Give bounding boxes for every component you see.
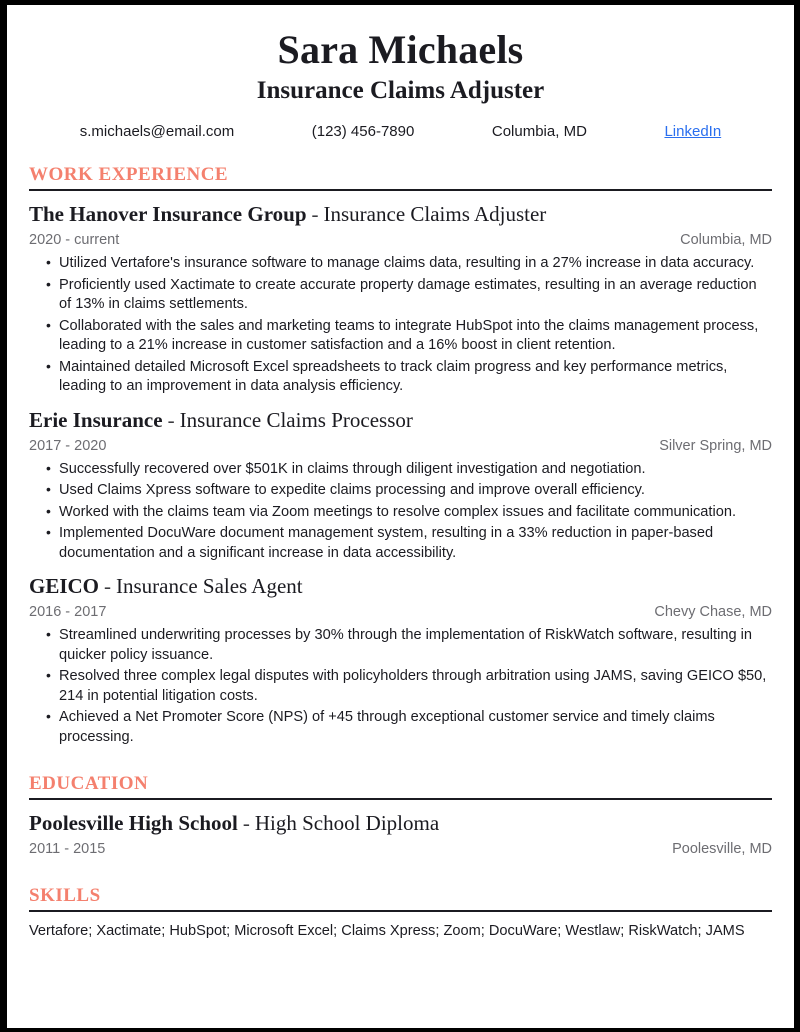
education-entry-institution: Poolesville High School xyxy=(29,811,238,835)
bullet-item: • Successfully recovered over $501K in claims through diligent investigation and negotiation. xyxy=(29,460,772,480)
work-entry-bullets xyxy=(29,460,772,564)
section-title-skills: SKILLS xyxy=(29,885,101,906)
section-divider xyxy=(29,910,772,912)
section-skills xyxy=(29,885,772,941)
work-entry-location: Chevy Chase, MD xyxy=(654,604,772,620)
bullet-item: • Achieved a Net Promoter Score (NPS) of +45 through exceptional customer service and timely claims processing. xyxy=(29,708,772,747)
work-entry-dates: 2020 - current xyxy=(29,232,120,248)
contact-location: Columbia, MD xyxy=(491,123,587,140)
work-entry-location: Silver Spring, MD xyxy=(659,437,772,454)
work-entry-meta xyxy=(29,231,772,250)
work-entry-bullets xyxy=(29,254,772,397)
education-entry-degree: High School Diploma xyxy=(254,811,440,835)
work-entry-meta xyxy=(29,603,772,622)
work-entry-separator: - xyxy=(104,574,112,598)
work-entry xyxy=(29,408,772,564)
work-entry-separator: - xyxy=(167,407,175,432)
work-entry-bullets xyxy=(29,626,772,747)
education-entry-dates: 2011 - 2015 xyxy=(29,841,106,857)
work-entry-dates: 2017 - 2020 xyxy=(29,437,107,454)
bullet-item: • Used Claims Xpress software to expedite claims processing and improve overall efficiency. xyxy=(29,481,772,501)
section-work-experience xyxy=(29,164,772,747)
section-education xyxy=(29,773,772,859)
contact-linkedin-link[interactable]: LinkedIn xyxy=(664,123,722,140)
education-entry-separator: - xyxy=(242,811,250,835)
education-entry-location: Poolesville, MD xyxy=(672,841,772,857)
work-entry-dates: 2016 - 2017 xyxy=(29,604,107,620)
contact-email[interactable]: s.michaels@email.com xyxy=(79,123,235,140)
work-entry-role: Insurance Claims Processor xyxy=(179,407,413,432)
bullet-item: • Utilized Vertafore's insurance software to manage claims data, resulting in a 27% increase in data accuracy. xyxy=(29,254,772,274)
bullet-item: • Collaborated with the sales and marketing teams to integrate HubSpot into the claims management process, leading to a 21% increase in customer satisfaction and a 16% boost in client retention. xyxy=(29,317,772,356)
work-entry-role: Insurance Claims Adjuster xyxy=(323,202,547,226)
work-entry-separator: - xyxy=(311,202,319,226)
resume-page xyxy=(7,5,794,1028)
bullet-item: • Resolved three complex legal disputes with policyholders through arbitration using JAMS, saving GEICO $50, 214 in potential litigation costs. xyxy=(29,667,772,706)
bullet-item: • Implemented DocuWare document management system, resulting in a 33% reduction in paper-based documentation and a significant increase in data accessibility. xyxy=(29,524,772,563)
work-entry-organization: GEICO xyxy=(29,574,100,598)
work-entry-role: Insurance Sales Agent xyxy=(116,574,303,598)
section-divider xyxy=(29,798,772,800)
education-entry-headline xyxy=(29,811,772,836)
section-title-education: EDUCATION xyxy=(29,773,149,794)
bullet-item: • Streamlined underwriting processes by 30% through the implementation of RiskWatch software, resulting in quicker policy issuance. xyxy=(29,626,772,665)
contact-phone: (123) 456-7890 xyxy=(311,123,415,140)
work-entry-organization: The Hanover Insurance Group xyxy=(29,202,307,226)
work-entry xyxy=(29,202,772,397)
contact-row xyxy=(29,122,772,142)
bullet-item: • Worked with the claims team via Zoom meetings to resolve complex issues and facilitate communication. xyxy=(29,503,772,523)
resume-header xyxy=(29,27,772,142)
work-entry-headline xyxy=(29,202,772,227)
work-entry-headline xyxy=(29,574,772,599)
work-entry-organization: Erie Insurance xyxy=(29,407,163,432)
education-entry xyxy=(29,811,772,859)
bullet-item: • Maintained detailed Microsoft Excel spreadsheets to track claim progress and key performance metrics, leading to an improvement in data analysis efficiency. xyxy=(29,358,772,397)
bullet-item: • Proficiently used Xactimate to create accurate property damage estimates, resulting in an average reduction of 13% in claims settlements. xyxy=(29,276,772,315)
work-entry xyxy=(29,574,772,747)
work-entry-location: Columbia, MD xyxy=(680,232,772,248)
work-entry-meta xyxy=(29,437,772,456)
section-title-work-experience: WORK EXPERIENCE xyxy=(29,164,229,185)
section-divider xyxy=(29,189,772,191)
candidate-headline: Insurance Claims Adjuster xyxy=(256,77,545,104)
skills-list: Vertafore; Xactimate; HubSpot; Microsoft Excel; Claims Xpress; Zoom; DocuWare; Westlaw; RiskWatch; JAMS xyxy=(29,923,745,939)
education-entry-meta xyxy=(29,840,772,859)
candidate-name: Sara Michaels xyxy=(277,27,524,72)
work-entry-headline xyxy=(29,408,772,433)
